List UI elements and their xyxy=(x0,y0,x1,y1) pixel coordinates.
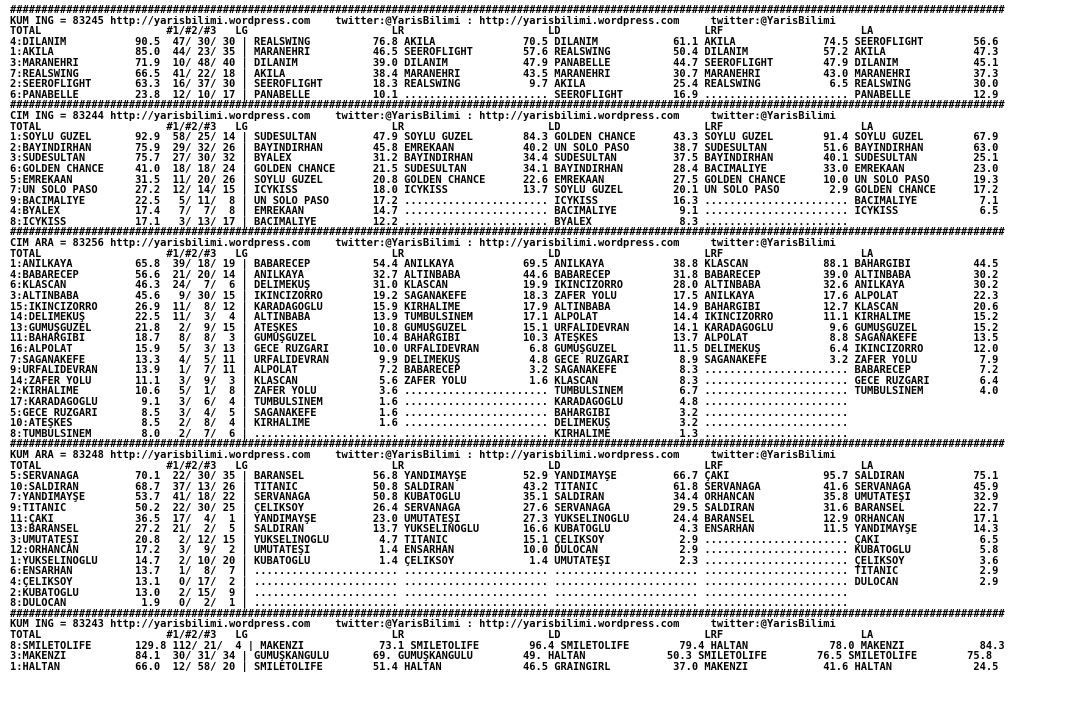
text-line: 10:SALDIRAN 68.7 37/ 13/ 26 | TİTANİC 50.8 SALDIRAN 43.2 TİTANİC 61.8 SERVANAĞA 41.6 SERVANAĞA 45.9 xyxy=(10,481,999,493)
text-line: 7:YANDIMAYŞE 53.7 41/ 18/ 22 | SERVANAĞA 50.8 KUBATOĞLU 35.1 SALDIRAN 34.4 ORHANCAN 35.8 UMUTATEŞİ 32.9 xyxy=(10,492,999,503)
text-line: TOTAL #1/#2/#3 LG LR LD LRF LA xyxy=(10,121,874,133)
text-line: KUM ARA = 83248 http://yarisbilimi.wordpress.com twitter:@YarisBilimi : http://yarisbilimi.wordpress.com twitter:@YarisBilimi xyxy=(10,449,836,461)
text-line: 11:BAHARGİBİ 18.7 8/ 8/ 3 | GÜMÜŞGÜZEL 10.4 BAHARGİBİ 10.3 ATEŞKES 13.7 ALPOLAT 8.8 SAĞANAKEFE 13.5 xyxy=(10,333,999,344)
text-line: 7:UN SOLO PASO 27.2 12/ 14/ 15 | ICYKISS 18.0 ICYKISS 13.7 SOYLU GÜZEL 20.1 UN SOLO PASO 2.9 GOLDEN CHANCE 17.2 xyxy=(10,185,999,196)
text-line: 3:MAKENZI 84.1 30/ 31/ 34 | GÜMÜŞKANGÜLÜ 69. GÜMÜŞKANGÜLÜ 49. HALTAN 50.3 SMILETOLIFE 76.5 SMILETOLIFE 75.8 xyxy=(10,651,993,662)
text-line: 9:URFALIDEVRAN 13.9 1/ 7/ 11 | ALPOLAT 7.2 BABARECEP 3.2 SAĞANAKEFE 8.3 ....................... BABARECEP 7.2 xyxy=(10,365,999,376)
text-line: 1:SOYLU GÜZEL 92.9 58/ 25/ 14 | SUDESULTAN 47.9 SOYLU GÜZEL 84.3 GOLDEN CHANCE 43.3 SOYLU GÜZEL 91.4 SOYLU GÜZEL 67.9 xyxy=(10,132,999,143)
text-line: 4:BABARECEP 56.6 21/ 20/ 14 | ANILKAYA 32.7 ALTINBABA 44.6 BABARECEP 31.8 BABARECEP 39.0 ALTINBABA 30.2 xyxy=(10,269,999,281)
text-line: ############################################################################################################################################################### xyxy=(10,100,1005,111)
text-line: 5:SERVANAĞA 70.1 22/ 30/ 35 | BARANSEL 56.8 YANDIMAYŞE 52.9 YANDIMAYŞE 66.7 ÇAKI 95.7 SALDIRAN 75.1 xyxy=(10,471,999,482)
text-line: 6:PANABELLE 23.8 12/ 10/ 17 | PANABELLE 10.1 ....................... SEEROFLIGHT 16.9 ....................... PANABELLE 12.9 xyxy=(10,89,999,101)
text-line: 2:SEEROFLIGHT 63.3 16/ 37/ 30 | SEEROFLIGHT 18.3 REALSWING 9.7 AKİLA 25.4 REALSWING 6.5 REALSWING 30.0 xyxy=(10,79,999,90)
text-line: 7:SAĞANAKEFE 13.3 4/ 5/ 11 | URFALIDEVRAN 9.9 DELİMEKUŞ 4.8 GECE RÜZGARI 8.9 SAĞANAKEFE 3.2 ZAFER YOLU 7.9 xyxy=(10,354,999,366)
text-line: 10:ATEŞKES 8.5 2/ 8/ 4 | KIRHALİME 1.6 ....................... DELİMEKUŞ 3.2 ....................... xyxy=(10,418,849,429)
text-line: TOTAL #1/#2/#3 LG LR LD LRF LA xyxy=(10,248,874,260)
text-line: 13:GÜMÜŞGÜZEL 21.8 2/ 9/ 15 | ATEŞKES 10.8 GÜMÜŞGÜZEL 15.1 URFALIDEVRAN 14.1 KARADAĞOĞLU 9.6 GÜMÜŞGÜZEL 15.2 xyxy=(10,322,999,334)
text-line: 6:KLASCAN 46.3 24/ 7/ 6 | DELİMEKUŞ 31.0 KLASCAN 19.9 İKİNCİZORRO 28.0 ALTINBABA 32.6 ANILKAYA 30.2 xyxy=(10,280,999,292)
text-line: 14:DELİMEKUŞ 22.5 11/ 3/ 4 | ALTINBABA 13.9 TUMBULSİNEM 17.1 ALPOLAT 14.4 İKİNCİZORRO 11.1 KIRHALİME 15.2 xyxy=(10,312,999,323)
text-line: 8:TUMBULSİNEM 8.0 2/ 7/ 6 | ....................... ....................... KIRHALİME 1.3 ....................... xyxy=(10,428,849,440)
text-line: TOTAL #1/#2/#3 LG LR LD LRF LA xyxy=(10,630,874,641)
text-line: 1:YÜKSELİNOĞLU 14.7 2/ 10/ 20 | KUBATOĞLU 1.4 ÇELİKSOY 1.4 UMUTATEŞİ 2.3 ....................... ÇELİKSOY 3.6 xyxy=(10,555,999,567)
text-line: 1:HALTAN 66.0 12/ 58/ 20 | SMILETOLIFE 51.4 HALTAN 46.5 GRAINGIRL 37.0 MAKENZİ 41.6 HALTAN 24.5 xyxy=(10,661,999,673)
text-line: 8:SMILETOLIFE 129.8 112/ 21/ 4 | MAKENZİ 73.1 SMILETOLIFE 96.4 SMILETOLIFE 79.4 HALTAN 78.0 MAKENZİ 84.3 xyxy=(10,640,1005,652)
text-line: 2:KIRHALİME 10.6 5/ 1/ 8 | ZAFER YOLU 3.6 ....................... TUMBULSİNEM 6.7 ....................... TUMBULSİNEM 4.0 xyxy=(10,386,999,397)
text-line: 15:İKİNCİZORRO 26.9 11/ 8/ 12 | KARADAĞOĞLU 15.9 KIRHALİME 17.9 ALTINBABA 14.9 BAHARGİBİ 12.7 KLASCAN 20.6 xyxy=(10,301,999,313)
text-line: 3:MARANEHRİ 71.9 10/ 48/ 40 | DİLANIM 39.0 DİLANIM 47.9 PANABELLE 44.7 SEEROFLIGHT 47.9 DİLANIM 45.1 xyxy=(10,57,999,69)
text-line: 2:BAYINDIRHAN 75.9 29/ 32/ 26 | BAYINDIRHAN 45.8 EMREKAAN 40.2 UN SOLO PASO 38.7 SUDESULTAN 51.6 BAYINDIRHAN 63.0 xyxy=(10,142,999,154)
text-line: 6:GOLDEN CHANCE 41.0 18/ 18/ 24 | GOLDEN CHANCE 21.5 SUDESULTAN 34.1 BAYINDIRHAN 28.4 BACIMALİYE 33.0 EMREKAAN 23.0 xyxy=(10,163,999,175)
text-line: 11:ÇAKI 36.5 17/ 4/ 1 | YANDIMAYŞE 23.0 UMUTATEŞİ 27.3 YÜKSELİNOĞLU 24.4 BARANSEL 12.9 ORHANCAN 17.1 xyxy=(10,513,999,525)
text-line: 14:ZAFER YOLU 11.1 3/ 9/ 3 | KLASCAN 5.6 ZAFER YOLU 1.6 KLASCAN 8.3 ....................... GECE RÜZGARI 6.4 xyxy=(10,375,999,387)
text-line: TOTAL #1/#2/#3 LG LR LD LRF LA xyxy=(10,460,874,472)
text-line: CIM ING = 83244 http://yarisbilimi.wordpress.com twitter:@YarisBilimi : http://yarisbilimi.wordpress.com twitter:@YarisBilimi xyxy=(10,110,836,122)
text-line: 5:EMREKAAN 31.5 11/ 20/ 26 | SOYLU GÜZEL 20.8 GOLDEN CHANCE 22.6 EMREKAAN 27.5 GOLDEN CHANCE 10.0 UN SOLO PASO 19.3 xyxy=(10,174,999,186)
text-line: 9:BACIMALİYE 22.5 5/ 11/ 8 | UN SOLO PASO 17.2 ....................... ICYKISS 16.3 ....................... BACIMALİYE 7.1 xyxy=(10,195,999,207)
text-line: 4:DİLANIM 90.5 47/ 30/ 30 | REALSWING 76.8 AKİLA 70.5 DİLANIM 61.1 AKİLA 74.5 SEEROFLIGHT 56.6 xyxy=(10,36,999,48)
text-line: KUM ING = 83245 http://yarisbilimi.wordpress.com twitter:@YarisBilimi : http://yarisbilimi.wordpress.com twitter:@YarisBilimi xyxy=(10,15,836,27)
text-line: 13:BARANSEL 27.2 21/ 2/ 5 | SALDIRAN 13.7 YÜKSELİNOĞLU 16.6 KUBATOĞLU 4.3 ENSARHAN 11.5 YANDIMAYŞE 14.3 xyxy=(10,524,999,535)
text-line: 6:ENSARHAN 13.7 1/ 8/ 7 | ....................... ....................... ....................... ....................... TİTANİC 2.9 xyxy=(10,566,999,578)
text-line: 2:KUBATOĞLU 13.0 2/ 15/ 9 | ....................... ....................... ....................... ....................... xyxy=(10,587,849,599)
text-line: 7:REALSWING 66.5 41/ 22/ 18 | AKİLA 38.4 MARANEHRİ 43.5 MARANEHRİ 30.7 MARANEHRİ 43.0 MARANEHRİ 37.3 xyxy=(10,68,999,80)
text-line: ############################################################################################################################################################### xyxy=(10,439,1005,450)
text-line: ############################################################################################################################################################### xyxy=(10,5,1005,16)
text-line: ############################################################################################################################################################### xyxy=(10,608,1005,620)
text-line: TOTAL #1/#2/#3 LG LR LD LRF LA xyxy=(10,26,874,37)
text-line: CIM ARA = 83256 http://yarisbilimi.wordpress.com twitter:@YarisBilimi : http://yarisbilimi.wordpress.com twitter:@YarisBilimi xyxy=(10,238,836,249)
text-line: 12:ORHANCAN 17.2 3/ 9/ 2 | UMUTATEŞİ 1.4 ENSARHAN 10.0 DULOCAN 2.9 ....................... KUBATOĞLU 5.8 xyxy=(10,545,999,556)
text-line: 5:GECE RÜZGARI 8.5 3/ 4/ 5 | SAĞANAKEFE 1.6 ....................... BAHARGİBİ 3.2 ....................... xyxy=(10,407,849,419)
text-line: 3:ALTINBABA 45.6 9/ 30/ 15 | İKİNCİZORRO 19.2 SAĞANAKEFE 18.3 ZAFER YOLU 17.5 ANILKAYA 17.6 ALPOLAT 22.3 xyxy=(10,291,999,302)
text-line: 8:DULOCAN 1.9 0/ 2/ 1 | ....................... ....................... ....................... ....................... xyxy=(10,598,849,609)
text-line: 9:TİTANİC 50.2 22/ 30/ 25 | ÇELİKSOY 26.4 SERVANAĞA 27.6 SERVANAĞA 29.5 SALDIRAN 31.6 BARANSEL 22.7 xyxy=(10,502,999,514)
text-line: ############################################################################################################################################################### xyxy=(10,227,1005,239)
text-line: 1:AKİLA 85.0 44/ 23/ 35 | MARANEHRİ 46.5 SEEROFLIGHT 57.6 REALSWING 50.4 DİLANIM 57.2 AKİLA 47.3 xyxy=(10,47,999,58)
text-line: 4:ÇELİKSOY 13.1 0/ 17/ 2 | ....................... ....................... ....................... ....................... DULOCAN 2.9 xyxy=(10,577,999,588)
text-line: 3:UMUTATEŞİ 20.8 2/ 12/ 15 | YÜKSELİNOĞLU 4.7 TİTANİC 15.1 ÇELİKSOY 2.9 ....................... ÇAKI 6.5 xyxy=(10,534,999,546)
text-line: 3:SUDESULTAN 75.7 27/ 30/ 32 | BYALEX 31.2 BAYINDIRHAN 34.4 SUDESULTAN 37.5 BAYINDIRHAN 40.1 SUDESULTAN 25.1 xyxy=(10,153,999,164)
text-line: 8:ICYKISS 17.1 3/ 13/ 17 | BACIMALİYE 12.2 ....................... BYALEX 8.3 ....................... xyxy=(10,216,849,228)
text-line: 4:BYALEX 17.4 7/ 7/ 8 | EMREKAAN 14.7 ....................... BACIMALİYE 9.1 ....................... ICYKISS 6.5 xyxy=(10,206,999,217)
text-line: KUM ING = 83243 http://yarisbilimi.wordpress.com twitter:@YarisBilimi : http://yarisbilimi.wordpress.com twitter:@YarisBilimi xyxy=(10,619,836,631)
text-line: 1:ANILKAYA 65.8 39/ 18/ 19 | BABARECEP 54.4 ANILKAYA 69.5 ANILKAYA 38.8 KLASCAN 88.1 BAHARGİBİ 44.5 xyxy=(10,259,999,270)
text-line: 17:KARADAĞOĞLU 9.1 3/ 6/ 4 | TUMBULSİNEM 1.6 ....................... KARADAĞOĞLU 4.8 ....................... xyxy=(10,396,849,408)
text-line: 16:ALPOLAT 15.9 5/ 3/ 13 | GECE RÜZGARI 10.0 URFALIDEVRAN 6.8 GÜMÜŞGÜZEL 11.5 DELİMEKUŞ 6.4 İKİNCİZORRO 12.0 xyxy=(10,344,999,355)
